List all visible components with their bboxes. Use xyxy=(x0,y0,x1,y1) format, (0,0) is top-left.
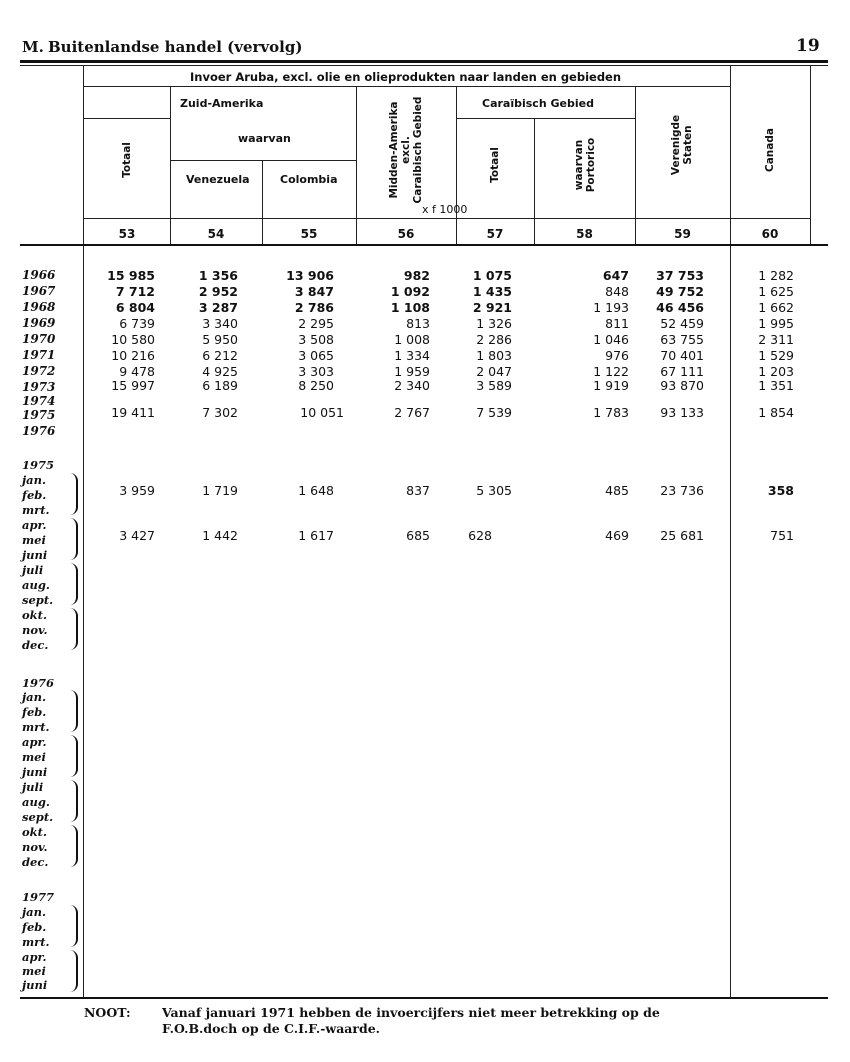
cell: 1 995 xyxy=(758,316,794,331)
header-portorico-line1: waarvan xyxy=(573,139,585,191)
month-label: mrt. xyxy=(22,503,50,517)
group-zuid-amerika: Zuid-Amerika xyxy=(180,97,264,110)
year-label: 1972 xyxy=(22,364,56,378)
cell: 25 681 xyxy=(660,528,704,543)
cell: 52 459 xyxy=(660,316,704,331)
group-caraibisch: Caraïbisch Gebied xyxy=(482,97,594,110)
cell: 1 529 xyxy=(758,348,794,363)
cell: 1 108 xyxy=(390,300,430,315)
cell: 10 051 xyxy=(300,405,344,420)
header-totaal-caraib: Totaal xyxy=(489,147,501,183)
header-portorico-line2: Portorico xyxy=(585,137,597,193)
month-label: dec. xyxy=(22,855,49,869)
month-label: juni xyxy=(22,765,48,779)
header-line xyxy=(83,218,810,219)
quarter-brace xyxy=(68,950,78,992)
col-line xyxy=(356,86,357,246)
cell: 3 959 xyxy=(119,483,155,498)
cell: 751 xyxy=(770,528,794,543)
month-label: feb. xyxy=(22,920,47,934)
cell: 1 356 xyxy=(198,268,238,283)
cell: 7 539 xyxy=(476,405,512,420)
month-label: juli xyxy=(22,780,44,794)
cell: 6 189 xyxy=(202,378,238,393)
cell: 1 351 xyxy=(758,378,794,393)
month-label: jan. xyxy=(22,473,46,487)
cell: 1 783 xyxy=(593,405,629,420)
cell: 2 952 xyxy=(198,284,238,299)
month-label: mrt. xyxy=(22,720,50,734)
cell: 13 906 xyxy=(286,268,334,283)
cell: 1 326 xyxy=(476,316,512,331)
year-label: 1975 xyxy=(22,408,56,422)
cell: 6 739 xyxy=(119,316,155,331)
year-label: 1969 xyxy=(22,316,56,330)
cell: 3 065 xyxy=(298,348,334,363)
note-line1: Vanaf januari 1971 hebben de invoercijfers niet meer betrekking op de xyxy=(162,1005,660,1020)
cell: 1 435 xyxy=(472,284,512,299)
header-verenigde-staten xyxy=(670,115,694,175)
cell: 3 287 xyxy=(198,300,238,315)
month-label: mei xyxy=(22,964,46,978)
year-label: 1974 xyxy=(22,394,56,408)
cell: 982 xyxy=(403,268,430,283)
month-label: sept. xyxy=(22,593,54,607)
month-label: mei xyxy=(22,750,46,764)
cell: 1 854 xyxy=(758,405,794,420)
cell: 1 075 xyxy=(472,268,512,283)
quarter-brace xyxy=(68,518,78,560)
month-label: juli xyxy=(22,563,44,577)
col-line xyxy=(456,86,457,246)
year-1976-label: 1976 xyxy=(22,676,55,690)
cell: 2 047 xyxy=(476,364,512,379)
cell: 2 311 xyxy=(758,332,794,347)
cell: 7 302 xyxy=(202,405,238,420)
col-number: 53 xyxy=(118,227,136,241)
cell: 4 925 xyxy=(202,364,238,379)
year-1977-label: 1977 xyxy=(22,890,55,904)
col-line xyxy=(730,66,731,998)
month-label: feb. xyxy=(22,488,47,502)
cell: 5 950 xyxy=(202,332,238,347)
header-midden-amerika xyxy=(388,97,424,204)
cell: 37 753 xyxy=(656,268,704,283)
year-label: 1968 xyxy=(22,300,56,314)
month-label: jan. xyxy=(22,690,46,704)
quarter-brace xyxy=(68,905,78,947)
cell: 7 712 xyxy=(115,284,155,299)
cell: 93 133 xyxy=(660,405,704,420)
cell: 2 286 xyxy=(476,332,512,347)
cell: 2 786 xyxy=(294,300,334,315)
month-label: apr. xyxy=(22,518,47,532)
header-midden-line1: Midden-Amerika xyxy=(388,101,400,199)
month-label: aug. xyxy=(22,795,50,809)
cell: 3 427 xyxy=(119,528,155,543)
cell: 1 803 xyxy=(476,348,512,363)
cell: 2 340 xyxy=(394,378,430,393)
col-number: 55 xyxy=(300,227,318,241)
quarter-brace xyxy=(68,825,78,867)
header-venezuela: Venezuela xyxy=(186,173,250,186)
cell: 10 580 xyxy=(111,332,155,347)
note-line2: F.O.B.doch op de C.I.F.-waarde. xyxy=(162,1021,381,1036)
cell: 15 985 xyxy=(107,268,155,283)
cell: 811 xyxy=(605,316,629,331)
cell: 848 xyxy=(605,284,629,299)
cell: 1 442 xyxy=(202,528,238,543)
month-label: sept. xyxy=(22,810,54,824)
cell: 1 334 xyxy=(394,348,430,363)
unit-label: x f 1000 xyxy=(422,203,468,216)
header-rule-under xyxy=(20,65,828,66)
header-line xyxy=(83,86,730,87)
cell: 837 xyxy=(406,483,430,498)
cell: 1 625 xyxy=(758,284,794,299)
quarter-brace xyxy=(68,563,78,605)
quarter-brace xyxy=(68,735,78,777)
waarvan-label: waarvan xyxy=(238,132,291,145)
cell: 1 959 xyxy=(394,364,430,379)
cell: 1 919 xyxy=(593,378,629,393)
col-number: 60 xyxy=(761,227,779,241)
table-bottom-rule xyxy=(20,997,828,999)
cell: 1 193 xyxy=(593,300,629,315)
col-number: 57 xyxy=(486,227,504,241)
header-bottom-rule xyxy=(20,244,828,246)
page-number: 19 xyxy=(796,36,820,56)
quarter-brace xyxy=(68,473,78,515)
cell: 19 411 xyxy=(111,405,155,420)
cell: 2 921 xyxy=(472,300,512,315)
col-line xyxy=(810,66,811,246)
col-number: 56 xyxy=(397,227,415,241)
month-label: juni xyxy=(22,548,48,562)
cell: 1 008 xyxy=(394,332,430,347)
month-label: mei xyxy=(22,533,46,547)
cell: 1 122 xyxy=(593,364,629,379)
cell: 3 589 xyxy=(476,378,512,393)
month-label: okt. xyxy=(22,825,47,839)
cell: 647 xyxy=(602,268,629,283)
month-label: aug. xyxy=(22,578,50,592)
cell: 23 736 xyxy=(660,483,704,498)
header-vs-line1: Verenigde xyxy=(670,114,682,176)
header-midden-line3: Caraibisch Gebied xyxy=(412,96,424,204)
year-label: 1971 xyxy=(22,348,56,362)
col-line xyxy=(635,86,636,246)
year-1975-label: 1975 xyxy=(22,458,55,472)
cell: 1 092 xyxy=(390,284,430,299)
cell: 1 719 xyxy=(202,483,238,498)
header-midden-line2: excl. xyxy=(400,136,412,164)
header-portorico xyxy=(573,138,597,193)
month-label: juni xyxy=(22,978,48,992)
cell: 49 752 xyxy=(656,284,704,299)
col-line xyxy=(170,86,171,246)
section-letter: M. xyxy=(22,38,44,56)
col-line xyxy=(83,66,84,998)
cell: 358 xyxy=(767,483,794,498)
cell: 63 755 xyxy=(660,332,704,347)
month-label: dec. xyxy=(22,638,49,652)
year-label: 1973 xyxy=(22,380,56,394)
header-rule-top xyxy=(20,60,828,63)
cell: 1 617 xyxy=(298,528,334,543)
month-label: nov. xyxy=(22,623,48,637)
page-title: Buitenlandse handel (vervolg) xyxy=(48,38,303,56)
cell: 67 111 xyxy=(660,364,704,379)
header-line xyxy=(84,118,170,119)
note-label: NOOT: xyxy=(84,1005,131,1020)
cell: 46 456 xyxy=(656,300,704,315)
cell: 1 203 xyxy=(758,364,794,379)
quarter-brace xyxy=(68,608,78,650)
cell: 3 303 xyxy=(298,364,334,379)
month-label: jan. xyxy=(22,905,46,919)
month-label: mrt. xyxy=(22,935,50,949)
month-label: nov. xyxy=(22,840,48,854)
cell: 469 xyxy=(605,528,629,543)
cell: 813 xyxy=(406,316,430,331)
cell: 70 401 xyxy=(660,348,704,363)
cell: 1 648 xyxy=(298,483,334,498)
cell: 1 282 xyxy=(758,268,794,283)
col-number: 59 xyxy=(674,227,691,241)
table-main-title: Invoer Aruba, excl. olie en olieprodukten naar landen en gebieden xyxy=(190,70,622,84)
cell: 1 046 xyxy=(593,332,629,347)
year-label: 1967 xyxy=(22,284,56,298)
cell: 628 xyxy=(468,528,492,543)
cell: 8 250 xyxy=(298,378,334,393)
cell: 9 478 xyxy=(119,364,155,379)
cell: 10 216 xyxy=(111,348,155,363)
quarter-brace xyxy=(68,690,78,732)
cell: 976 xyxy=(605,348,629,363)
cell: 3 340 xyxy=(202,316,238,331)
month-label: apr. xyxy=(22,735,47,749)
month-label: okt. xyxy=(22,608,47,622)
cell: 5 305 xyxy=(476,483,512,498)
month-label: feb. xyxy=(22,705,47,719)
year-label: 1976 xyxy=(22,424,56,438)
cell: 93 870 xyxy=(660,378,704,393)
header-canada: Canada xyxy=(764,128,776,172)
col-number: 54 xyxy=(207,227,225,241)
quarter-brace xyxy=(68,780,78,822)
cell: 1 662 xyxy=(758,300,794,315)
header-line xyxy=(456,118,635,119)
cell: 15 997 xyxy=(111,378,155,393)
month-label: apr. xyxy=(22,950,47,964)
cell: 6 212 xyxy=(202,348,238,363)
year-label: 1970 xyxy=(22,332,56,346)
cell: 2 767 xyxy=(394,405,430,420)
cell: 6 804 xyxy=(115,300,155,315)
col-number: 58 xyxy=(576,227,593,241)
cell: 3 508 xyxy=(298,332,334,347)
header-totaal-zuid: Totaal xyxy=(121,142,133,178)
cell: 2 295 xyxy=(298,316,334,331)
header-colombia: Colombia xyxy=(280,173,338,186)
header-vs-line2: Staten xyxy=(682,125,694,165)
cell: 685 xyxy=(406,528,430,543)
header-line xyxy=(170,160,356,161)
cell: 3 847 xyxy=(294,284,334,299)
cell: 485 xyxy=(605,483,629,498)
year-label: 1966 xyxy=(22,268,56,282)
